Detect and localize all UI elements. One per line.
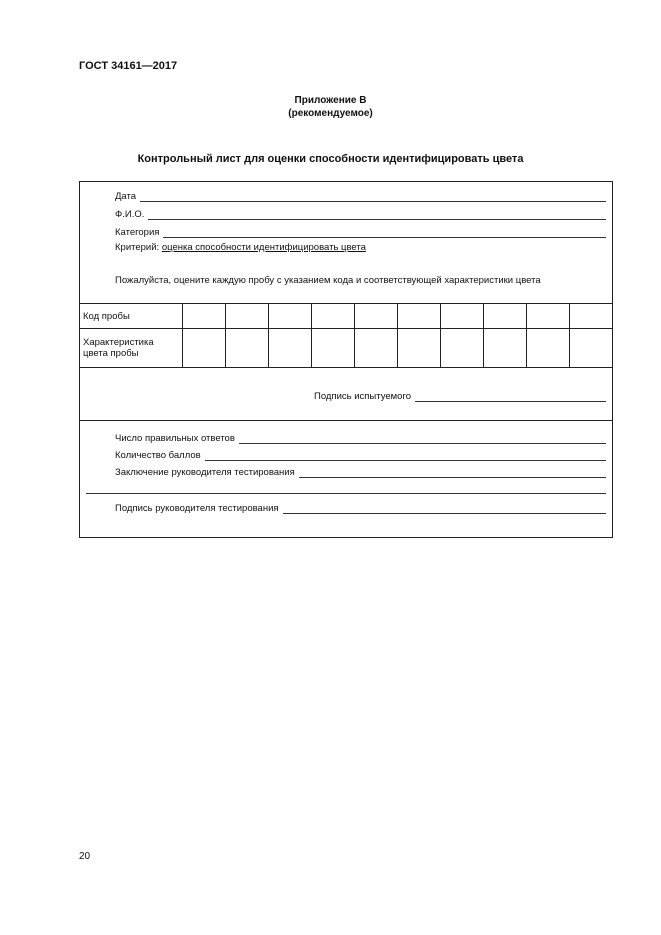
color-characteristic-cell[interactable] [484,329,527,368]
score-label: Количество баллов [115,450,201,461]
conclusion-continuation-line[interactable] [86,493,606,494]
sample-code-cell[interactable] [355,304,398,329]
supervisor-signature-field[interactable] [115,500,606,514]
category-line[interactable] [163,227,606,238]
name-label: Ф.И.О. [115,209,145,220]
form-title: Контрольный лист для оценки способности идентифицировать цвета [137,153,524,165]
subject-signature-section [80,368,612,421]
color-characteristic-cell[interactable] [269,329,312,368]
appendix-subtitle: (рекомендуемое) [288,108,373,119]
conclusion-line[interactable] [299,467,606,478]
sample-table [79,303,613,368]
category-field[interactable] [115,224,606,238]
standard-code: ГОСТ 34161—2017 [79,60,178,72]
sample-code-cell[interactable] [226,304,269,329]
score-line[interactable] [205,450,606,461]
appendix-heading [0,94,661,120]
conclusion-label: Заключение руководителя тестирования [115,467,295,478]
sample-code-cell[interactable] [398,304,441,329]
criterion [115,242,366,253]
sample-code-cell[interactable] [269,304,312,329]
name-line[interactable] [148,209,606,220]
color-characteristic-cell[interactable] [527,329,570,368]
sample-code-cell[interactable] [570,304,613,329]
sample-code-cell[interactable] [484,304,527,329]
table-row [80,304,613,329]
color-characteristic-cell[interactable] [312,329,355,368]
color-characteristic-header [80,329,183,368]
sample-code-cell[interactable] [527,304,570,329]
color-characteristic-cell[interactable] [570,329,613,368]
score-field[interactable] [115,447,606,461]
color-characteristic-cell[interactable] [355,329,398,368]
appendix-title: Приложение В [294,95,367,106]
color-characteristic-cell[interactable] [183,329,226,368]
subject-signature-label: Подпись испытуемого [314,391,412,402]
supervisor-signature-label: Подпись руководителя тестирования [115,503,279,514]
color-characteristic-cell[interactable] [441,329,484,368]
subject-signature-line[interactable] [415,391,606,402]
page-number: 20 [79,851,91,862]
color-characteristic-line1: Характеристика [83,337,154,348]
color-characteristic-cell[interactable] [398,329,441,368]
category-label: Категория [115,227,160,238]
supervisor-signature-line[interactable] [283,503,606,514]
instruction-text: Пожалуйста, оцените каждую пробу с указанием кода и соответствующей характеристики цвета [115,275,541,286]
date-line[interactable] [140,191,606,202]
sample-code-cell[interactable] [312,304,355,329]
table-row [80,329,613,368]
criterion-value: оценка способности идентифицировать цвета [161,242,366,253]
date-label: Дата [115,191,137,202]
sample-code-cell[interactable] [441,304,484,329]
name-field[interactable] [115,206,606,220]
checklist-form [79,181,613,538]
color-characteristic-line2: цвета пробы [83,348,139,359]
date-field[interactable] [115,188,606,202]
color-characteristic-cell[interactable] [226,329,269,368]
correct-answers-field[interactable] [115,430,606,444]
criterion-label: Критерий: [115,242,160,253]
subject-signature-field[interactable] [314,388,606,402]
correct-answers-label: Число правильных ответов [115,433,235,444]
sample-code-cell[interactable] [183,304,226,329]
correct-answers-line[interactable] [239,433,606,444]
sample-code-header: Код пробы [80,304,183,329]
conclusion-field[interactable] [115,464,606,478]
